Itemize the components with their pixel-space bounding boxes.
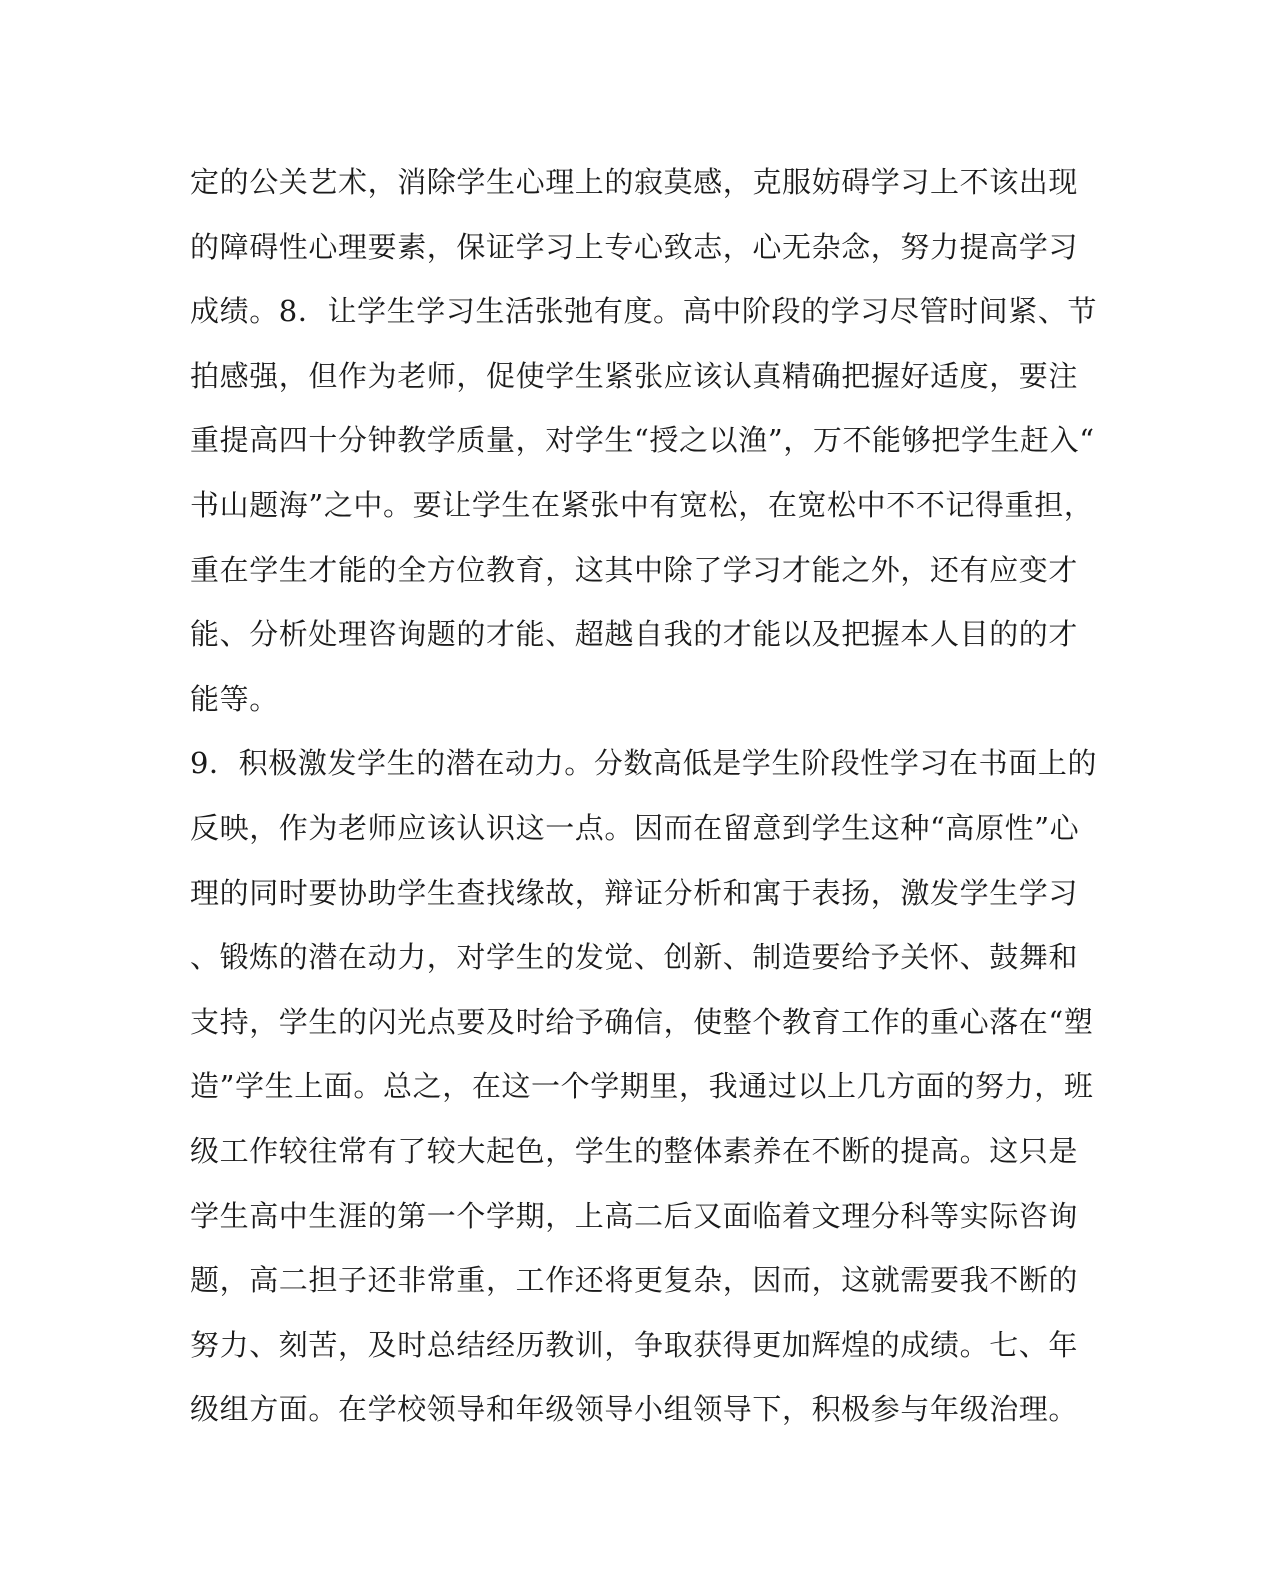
text-line: 反映，作为老师应该认识这一点。因而在留意到学生这种“高原性”心 [190,810,1080,845]
text-line: 理的同时要协助学生查找缘故，辩证分析和寓于表扬，激发学生学习 [190,875,1079,910]
text-line: 定的公关艺术，消除学生心理上的寂莫感，克服妨碍学习上不该出现 [190,165,1079,199]
text-line: 能、分析处理咨询题的才能、超越自我的才能以及把握本人目的的才 [190,617,1079,652]
text-line: 题，高二担子还非常重，工作还将更复杂，因而，这就需要我不断的 [190,1263,1079,1298]
text-line: 、锻炼的潜在动力，对学生的发觉、创新、制造要给予关怀、鼓舞和 [190,940,1079,975]
text-line: 重提高四十分钟教学质量，对学生“授之以渔”，万不能够把学生赶入“ [190,423,1095,458]
text-line: 级组方面。在学校领导和年级领导小组领导下，积极参与年级治理。 [190,1392,1079,1427]
text-line: 努力、刻苦，及时总结经历教训，争取获得更加辉煌的成绩。七、年 [190,1327,1079,1362]
text-line: 学生高中生涯的第一个学期，上高二后又面临着文理分科等实际咨询 [190,1198,1079,1233]
text-line: 级工作较往常有了较大起色，学生的整体素养在不断的提高。这只是 [190,1133,1079,1168]
text-line: 支持，学生的闪光点要及时给予确信，使整个教育工作的重心落在“塑 [190,1004,1094,1039]
text-line: 的障碍性心理要素，保证学习上专心致志，心无杂念，努力提高学习 [190,229,1079,264]
text-line: 拍感强，但作为老师，促使学生紧张应该认真精确把握好适度，要注 [190,358,1079,393]
text-line: 成绩。8．让学生学习生活张弛有度。高中阶段的学习尽管时间紧、节 [190,294,1098,329]
text-line: 重在学生才能的全方位教育，这其中除了学习才能之外，还有应变才 [190,552,1079,587]
body-text [190,150,1098,1442]
text-line: 造”学生上面。总之，在这一个学期里，我通过以上几方面的努力，班 [190,1069,1094,1104]
text-line: 能等。 [190,681,279,716]
text-line: 9．积极激发学生的潜在动力。分数高低是学生阶段性学习在书面上的 [190,746,1098,781]
text-line: 书山题海”之中。要让学生在紧张中有宽松，在宽松中不不记得重担， [190,487,1094,522]
